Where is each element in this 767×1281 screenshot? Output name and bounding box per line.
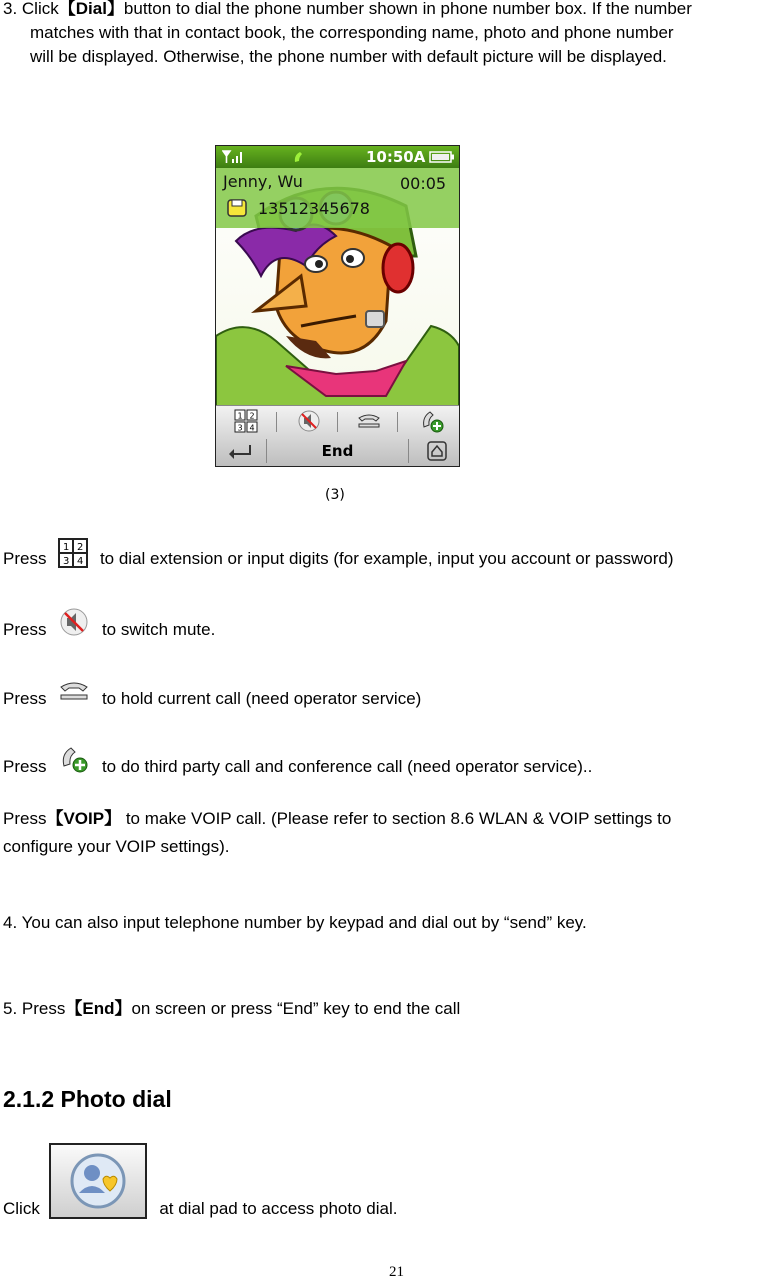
dial-label: 【Dial】 bbox=[58, 0, 124, 18]
svg-text:2: 2 bbox=[77, 542, 84, 553]
svg-text:4: 4 bbox=[77, 556, 84, 567]
photo-dial-line: Click at dial pad to access photo dial. bbox=[3, 1143, 397, 1223]
mute-icon bbox=[59, 607, 89, 637]
hold-button[interactable] bbox=[357, 413, 381, 429]
press-line-mute: Press to switch mute. bbox=[3, 607, 215, 653]
conference-button[interactable] bbox=[420, 409, 444, 433]
figure-caption: (3) bbox=[325, 487, 345, 503]
divider bbox=[276, 412, 277, 432]
status-time: 10:50A bbox=[366, 148, 426, 166]
step3-line3: will be displayed. Otherwise, the phone number with default picture will be displayed. bbox=[30, 47, 667, 66]
phone-call-screenshot bbox=[215, 145, 460, 467]
svg-text:3: 3 bbox=[63, 556, 70, 567]
photo-dial-button[interactable] bbox=[49, 1143, 147, 1219]
step3-line2: matches with that in contact book, the corresponding name, photo and phone number bbox=[30, 23, 674, 42]
step3-line1: 3. Click【Dial】button to dial the phone number shown in phone number box. If the number bbox=[3, 0, 692, 18]
press-line-hold: Press to hold current call (need operator service) bbox=[3, 680, 421, 718]
mute-button[interactable] bbox=[298, 410, 320, 432]
status-bar bbox=[216, 146, 459, 168]
voip-label: 【VOIP】 bbox=[46, 809, 122, 828]
step3-paragraph bbox=[3, 0, 767, 69]
battery-icon bbox=[429, 151, 455, 163]
call-timer: 00:05 bbox=[400, 174, 447, 193]
conference-icon bbox=[59, 744, 89, 774]
mute-icon bbox=[298, 410, 320, 432]
divider bbox=[397, 412, 398, 432]
svg-text:3: 3 bbox=[237, 423, 243, 433]
keypad-icon bbox=[58, 538, 88, 568]
keypad-button[interactable] bbox=[234, 409, 258, 433]
signal-icon bbox=[222, 150, 244, 164]
end-call-label: End bbox=[321, 442, 354, 460]
back-icon bbox=[220, 440, 260, 462]
section-heading: 2.1.2 Photo dial bbox=[3, 1086, 172, 1112]
voip-paragraph: Press【VOIP】 to make VOIP call. (Please refer to section 8.6 WLAN & VOIP settings to configure your VOIP settings). bbox=[3, 809, 672, 856]
svg-text:1: 1 bbox=[237, 411, 243, 421]
page-number: 21 bbox=[389, 1264, 404, 1280]
end-call-button[interactable] bbox=[266, 439, 409, 463]
divider bbox=[337, 412, 338, 432]
back-button[interactable] bbox=[220, 440, 260, 462]
step4-text: 4. You can also input telephone number by keypad and dial out by “send” key. bbox=[3, 913, 587, 932]
svg-text:2: 2 bbox=[249, 411, 255, 421]
call-active-icon bbox=[292, 149, 310, 165]
hold-icon bbox=[59, 680, 89, 702]
call-info-band bbox=[216, 168, 459, 228]
svg-text:4: 4 bbox=[249, 423, 255, 433]
photo-dial-icon bbox=[51, 1145, 145, 1217]
contact-name: Jenny, Wu bbox=[223, 172, 303, 191]
end-label: 【End】 bbox=[65, 999, 132, 1018]
step5-text: 5. Press【End】on screen or press “End” key to end the call bbox=[3, 999, 461, 1018]
phone-number: 13512345678 bbox=[258, 199, 370, 218]
home-button[interactable] bbox=[426, 440, 448, 462]
home-icon bbox=[426, 440, 448, 462]
svg-text:1: 1 bbox=[63, 542, 70, 553]
conference-icon bbox=[420, 409, 444, 433]
press-line-keypad: Press 1 2 3 4 to dial extension or input digits (for example, input you account or password) bbox=[3, 538, 674, 580]
sim-card-icon bbox=[227, 199, 247, 217]
call-softkey-bar bbox=[216, 405, 459, 467]
press-line-conference: Press to do third party call and conference call (need operator service).. bbox=[3, 744, 592, 790]
keypad-icon bbox=[234, 409, 258, 433]
hold-icon bbox=[357, 413, 381, 429]
